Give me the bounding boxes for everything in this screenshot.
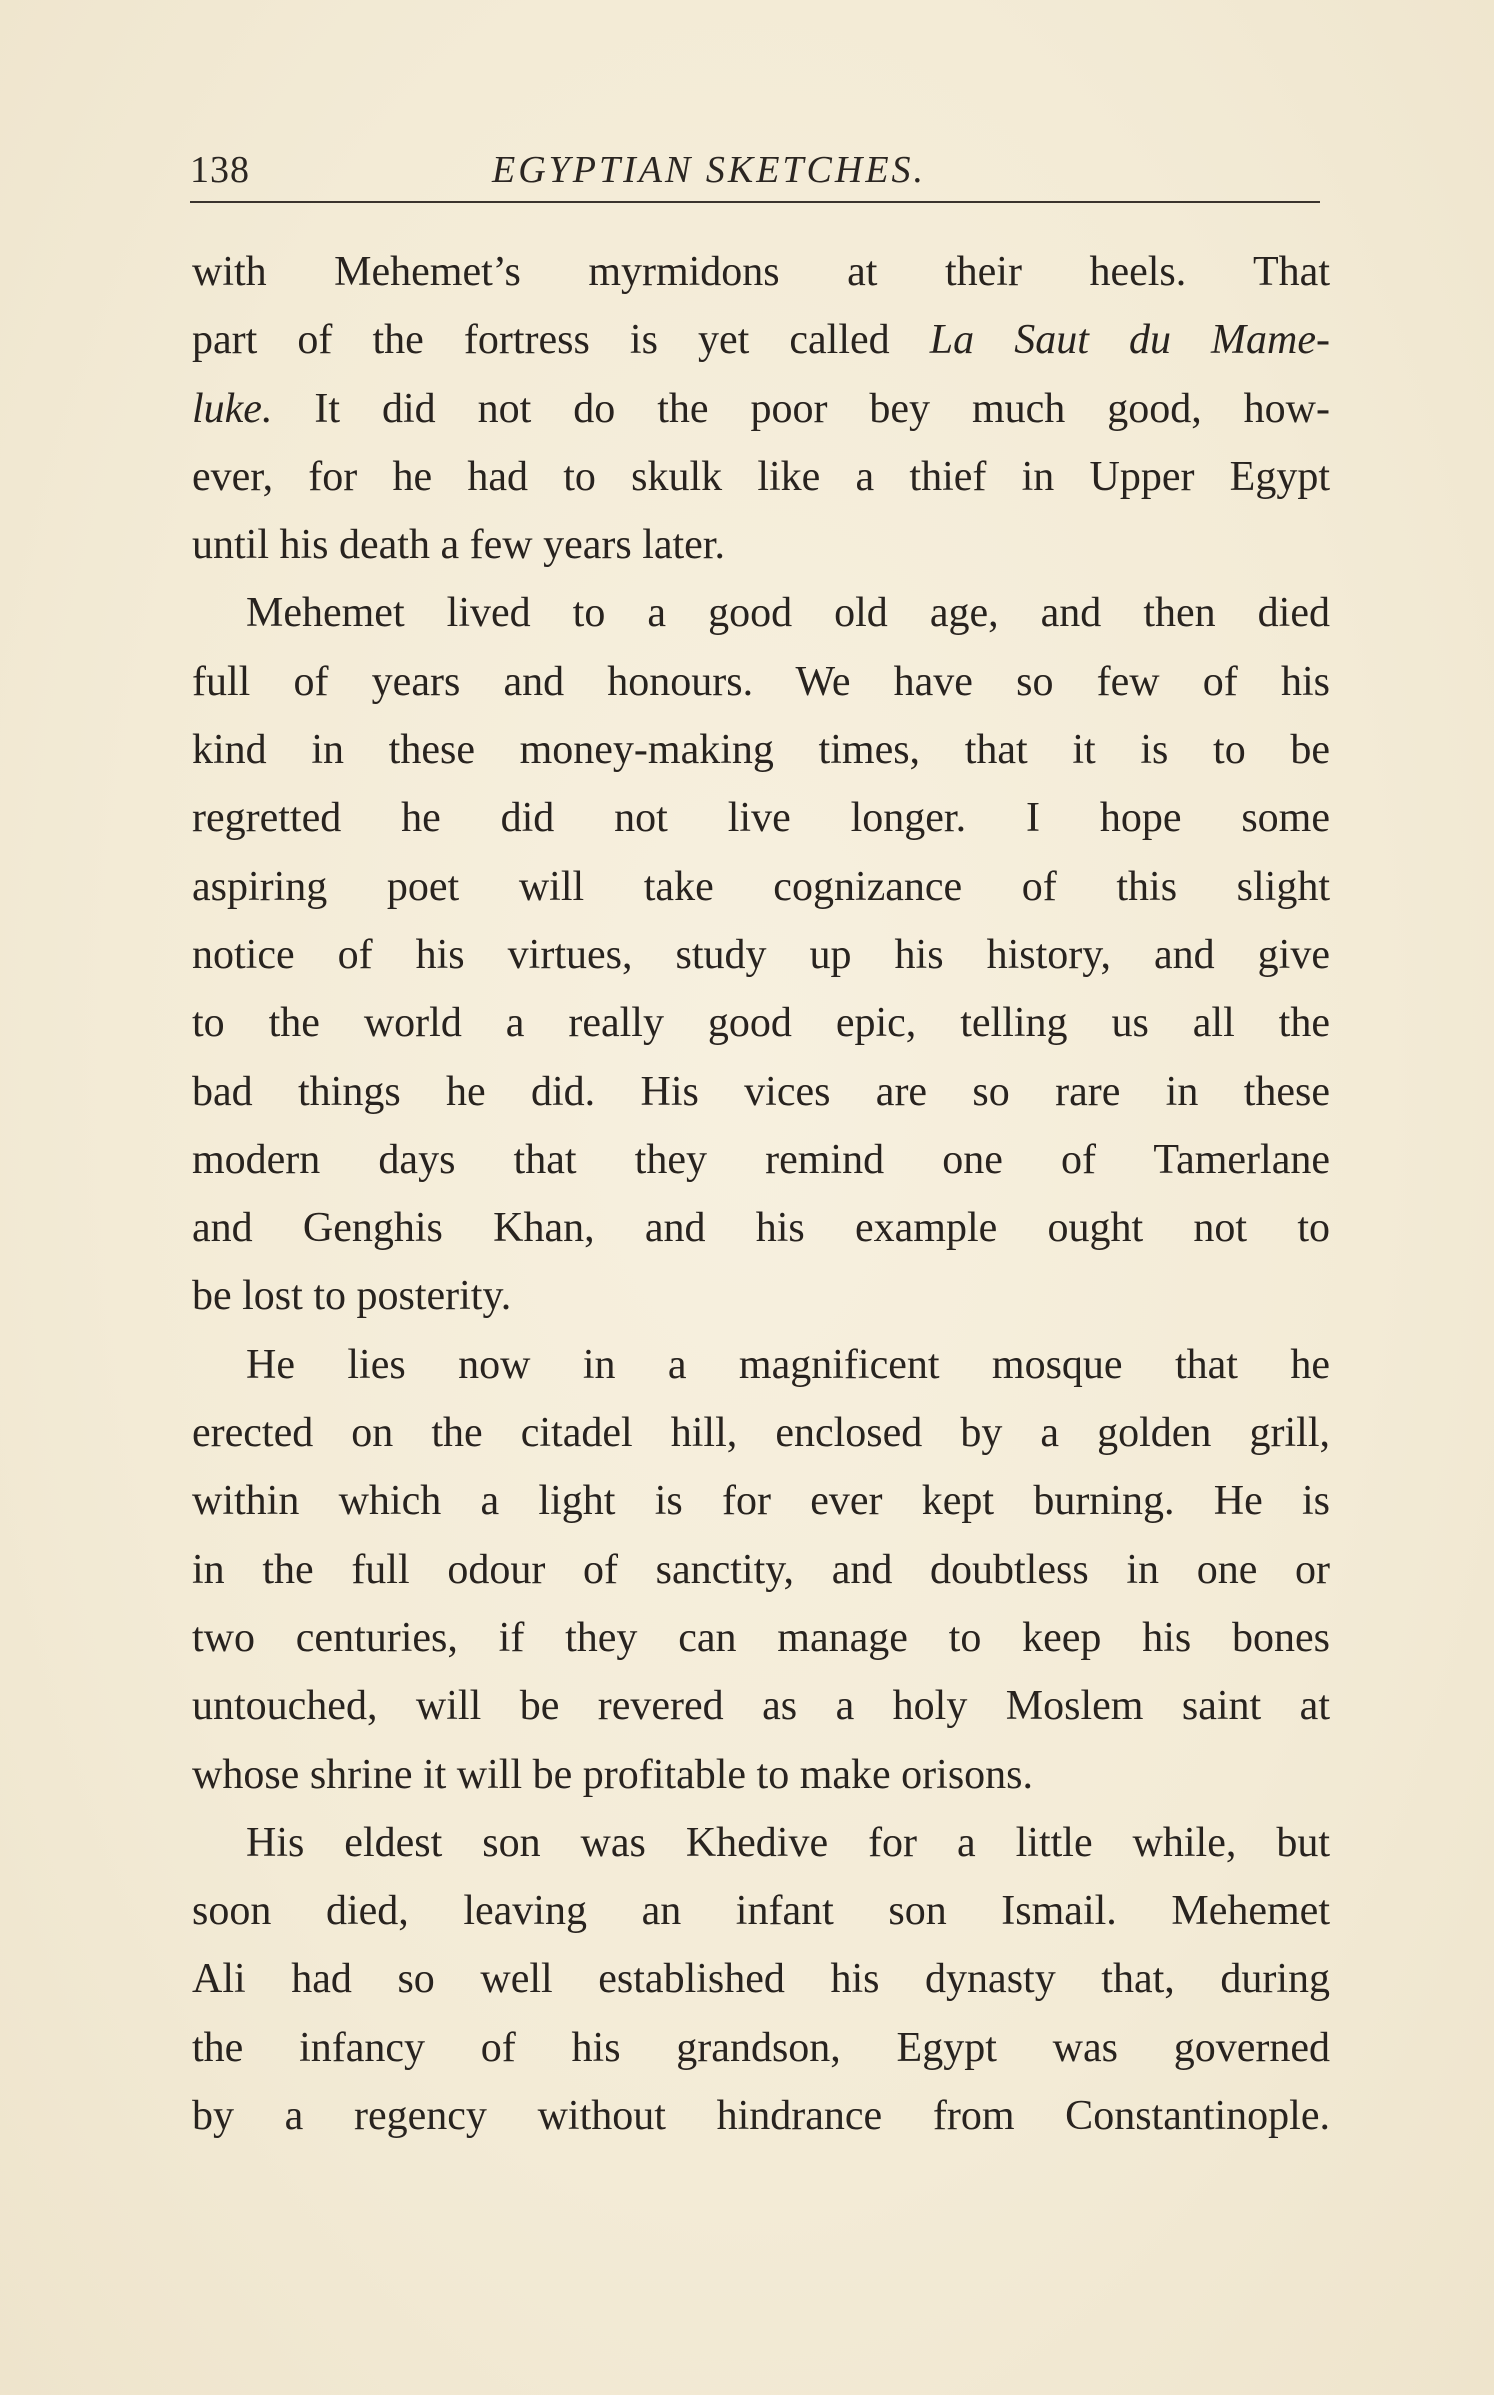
- text-line: notice of his virtues, study up his history, and give: [192, 931, 1330, 978]
- paragraph-start: His eldest son was Khedive for a little while, but: [246, 1819, 1330, 1866]
- text-line: whose shrine it will be profitable to make orisons.: [192, 1751, 1034, 1798]
- text-line: by a regency without hindrance from Constantinople.: [192, 2093, 1330, 2140]
- running-head: [190, 148, 1320, 198]
- text-line: kind in these money-making times, that it is to be: [192, 727, 1330, 774]
- text-line: in the full odour of sanctity, and doubtless in one or: [192, 1546, 1330, 1593]
- text-line: with Mehemet’s myrmidons at their heels. That: [192, 249, 1330, 295]
- text-line: the infancy of his grandson, Egypt was governed: [192, 2024, 1330, 2071]
- text-segment: part of the fortress is yet called: [192, 317, 890, 364]
- body-text: [192, 238, 1330, 2150]
- header-rule: [190, 201, 1320, 203]
- text-segment: It did not do the poor bey much good, how-: [314, 385, 1331, 432]
- text-line: modern days that they remind one of Tamerlane: [192, 1136, 1330, 1183]
- page-number: 138: [190, 149, 250, 191]
- italic-phrase: luke.: [192, 385, 273, 432]
- text-line: [192, 306, 1330, 374]
- text-line: erected on the citadel hill, enclosed by a golden grill,: [192, 1410, 1330, 1457]
- text-line: untouched, will be revered as a holy Moslem saint at: [192, 1683, 1330, 1730]
- text-line: regretted he did not live longer. I hope some: [192, 795, 1330, 842]
- running-title: EGYPTIAN SKETCHES.: [492, 149, 927, 191]
- paragraph-start: Mehemet lived to a good old age, and then died: [246, 590, 1330, 637]
- text-line: full of years and honours. We have so few of his: [192, 658, 1330, 705]
- text-line: until his death a few years later.: [192, 522, 725, 569]
- text-line: be lost to posterity.: [192, 1273, 512, 1320]
- text-line: bad things he did. His vices are so rare in these: [192, 1068, 1330, 1115]
- text-line: [192, 375, 1330, 443]
- text-line: aspiring poet will take cognizance of this slight: [192, 863, 1330, 910]
- text-line: and Genghis Khan, and his example ought not to: [192, 1205, 1330, 1252]
- text-line: ever, for he had to skulk like a thief in Upper Egypt: [192, 453, 1330, 500]
- text-line: Ali had so well established his dynasty that, during: [192, 1956, 1330, 2003]
- text-line: two centuries, if they can manage to keep his bones: [192, 1614, 1330, 1661]
- text-line: to the world a really good epic, telling us all the: [192, 1000, 1330, 1047]
- paragraph-start: He lies now in a magnificent mosque that he: [246, 1341, 1330, 1388]
- text-line: within which a light is for ever kept burning. He is: [192, 1478, 1330, 1525]
- italic-phrase: La Saut du Mame-: [929, 317, 1331, 364]
- text-line: soon died, leaving an infant son Ismail. Mehemet: [192, 1888, 1330, 1935]
